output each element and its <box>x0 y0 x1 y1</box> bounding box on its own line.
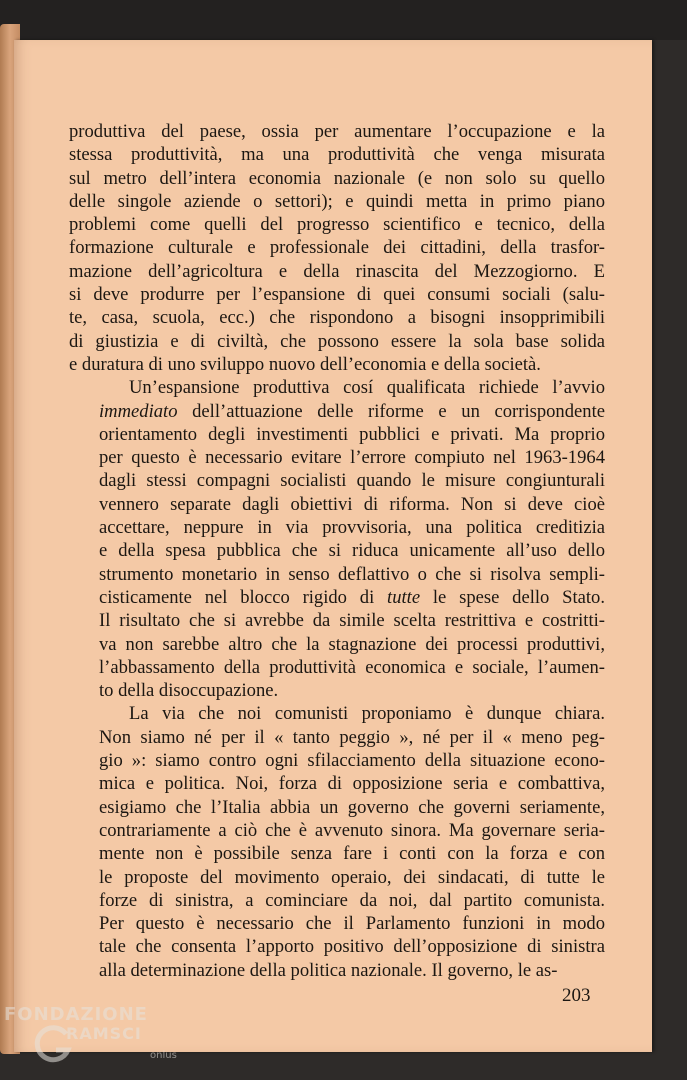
text-line: gio »: siamo contro ogni sfilacciamento della situazione econo- <box>99 750 605 772</box>
text-line: problemi come quelli del progresso scientifico e tecnico, della <box>69 214 605 236</box>
text-line: per questo è necessario evitare l’errore compiuto nel 1963-1964 <box>99 447 605 469</box>
text-line: orientamento degli investimenti pubblici e privati. Ma proprio <box>99 423 605 445</box>
watermark-line-2: RAMSCI <box>66 1024 142 1043</box>
text-line: formazione culturale e professionale dei cittadini, della trasfor- <box>69 237 605 259</box>
text-line: le proposte del movimento operaio, dei sindacati, di tutte le <box>99 866 605 888</box>
text-line: Non siamo né per il « tanto peggio », né per il « meno peg- <box>99 726 605 748</box>
text-line: contrariamente a ciò che è avvenuto sinora. Ma governare seria- <box>99 819 605 841</box>
text-line: alla determinazione della politica nazionale. Il governo, le as- <box>99 959 558 981</box>
text-line: si deve produrre per l’espansione di quei consumi sociali (salu- <box>69 284 605 306</box>
text-line: e duratura di uno sviluppo nuovo dell’economia e della società. <box>69 353 541 375</box>
text-line: La via che noi comunisti proponiamo è dunque chiara. <box>129 703 605 725</box>
text-line: Per questo è necessario che il Parlamento funzioni in modo <box>99 913 605 935</box>
scan-top-background <box>0 0 687 40</box>
text-line: Il risultato che si avrebbe da simile scelta restrittiva e costritti- <box>99 610 605 632</box>
watermark-line-3: onlus <box>150 1050 177 1061</box>
text-line: l’abbassamento della produttività economica e sociale, l’aumen- <box>99 656 605 678</box>
paragraph <box>69 120 605 376</box>
text-line: va non sarebbe altro che la stagnazione dei processi produttivi, <box>99 633 605 655</box>
text-line: te, casa, scuola, ecc.) che rispondono a bisogni insopprimibili <box>69 307 605 329</box>
watermark <box>4 1000 204 1080</box>
text-line: accettare, neppure in via provvisoria, una politica creditizia <box>99 517 605 539</box>
watermark-line-1: FONDAZIONE <box>4 1004 148 1025</box>
text-line: mazione dell’agricoltura e della rinascita del Mezzogiorno. E <box>69 260 605 282</box>
book-page <box>14 40 652 1052</box>
text-line: produttiva del paese, ossia per aumentare l’occupazione e la <box>69 121 605 142</box>
text-line: to della disoccupazione. <box>99 680 279 702</box>
text-line: mica e politica. Noi, forza di opposizione seria e combattiva, <box>99 773 605 795</box>
text-line: e della spesa pubblica che si riduca unicamente all’uso dello <box>99 540 605 562</box>
page-number: 203 <box>562 985 591 1006</box>
text-line: sul metro dell’intera economia nazionale (e non solo su quello <box>69 167 605 189</box>
text-line: delle singole aziende o settori); e quindi metta in primo piano <box>69 190 605 212</box>
text-line: cisticamente nel blocco rigido di tutte le spese dello Stato. <box>99 586 605 608</box>
text-line: stessa produttività, ma una produttività che venga misurata <box>69 144 605 166</box>
text-line: vennero separate dagli obiettivi di riforma. Non si deve cioè <box>99 493 605 515</box>
text-line: immediato dell’attuazione delle riforme e un corrispondente <box>99 400 605 422</box>
text-line: esigiamo che l’Italia abbia un governo che governi seriamente, <box>99 796 605 818</box>
text-line: di giustizia e di civiltà, che possono essere la sola base solida <box>69 330 605 352</box>
body-text <box>69 120 605 982</box>
text-line: strumento monetario in senso deflattivo o che si risolva sempli- <box>99 563 605 585</box>
text-line: dagli stessi compagni socialisti quando le misure congiunturali <box>99 470 605 492</box>
text-line: forze di sinistra, a cominciare da noi, dal partito comunista. <box>99 889 605 911</box>
text-line: tale che consenta l’apporto positivo dell’opposizione di sinistra <box>99 936 605 958</box>
paragraph <box>69 376 605 702</box>
text-line: Un’espansione produttiva cosí qualificata richiede l’avvio <box>129 377 605 399</box>
text-line: mente non è possibile senza fare i conti con la forza e con <box>99 843 605 865</box>
paragraph <box>69 702 605 982</box>
